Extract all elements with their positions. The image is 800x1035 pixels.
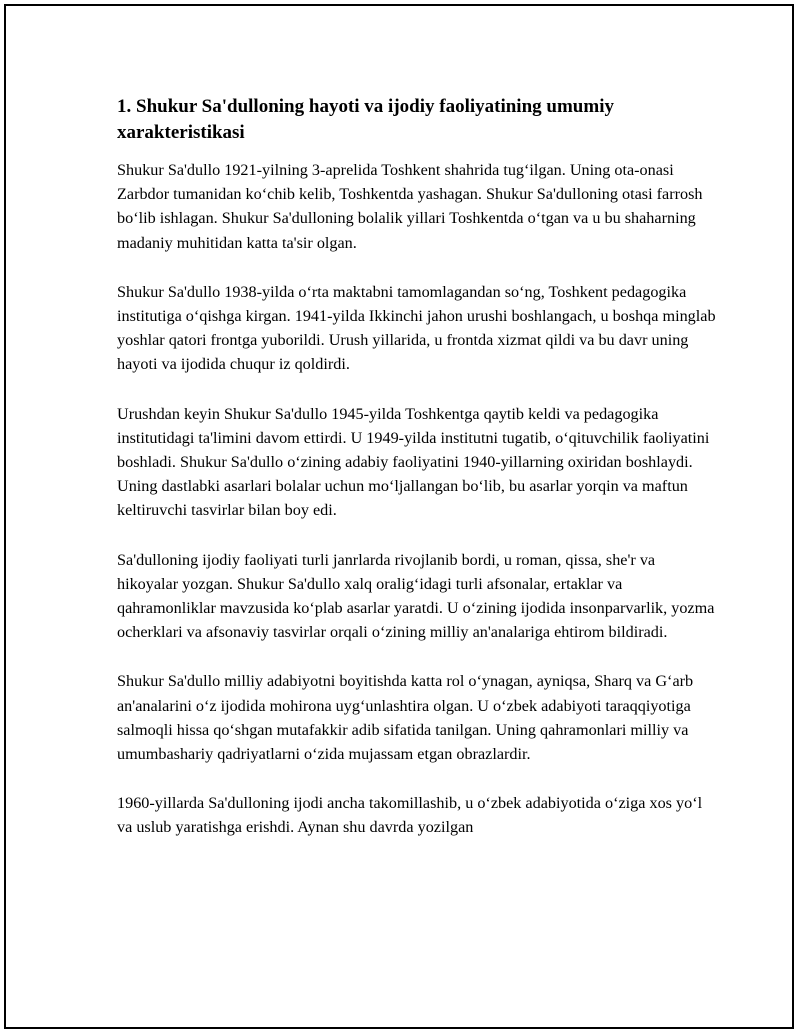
paragraph-education-war: Shukur Sa'dullo 1938-yilda o‘rta maktabni tamomlagandan so‘ng, Toshkent pedagogika institutiga o‘qishga kirgan. 1941-yilda Ikkinchi jahon urushi boshlangach, u boshqa minglab yoshlar qatori frontga yuborildi. Urush yillarida, u frontda xizmat qildi va bu davr uning hayoti va ijodida chuqur iz qoldirdi. <box>117 282 716 374</box>
paragraph-postwar-career: Urushdan keyin Shukur Sa'dullo 1945-yilda Toshkentga qaytib keldi va pedagogika institutidagi ta'limini davom ettirdi. U 1949-yilda institutni tugatib, o‘qituvchilik faoliyatini boshladi. Shukur Sa'dullo o‘zining adabiy faoliyatini 1940-yillarning oxiridan boshlaydi. Uning dastlabki asarlari bolalar uchun mo‘ljallangan bo‘lib, bu asarlar yorqin va maftun keltiruvchi tasvirlar bilan boy edi. <box>117 404 710 520</box>
paragraph-1960s: 1960-yillarda Sa'dulloning ijodi ancha takomillashib, u o‘zbek adabiyotida o‘ziga xos yo‘l va uslub yaratishga erishdi. Aynan shu davrda yozilgan <box>117 794 703 837</box>
paragraph-birth: Shukur Sa'dullo 1921-yilning 3-aprelida Toshkent shahrida tug‘ilgan. Uning ota-onasi Zarbdor tumanidan ko‘chib kelib, Toshkentda yashagan. Shukur Sa'dulloning otasi farrosh bo‘lib ishlagan. Shukur Sa'dulloning bolalik yillari Toshkentda o‘tgan va u bu shaharning madaniy muhitidan katta ta'sir olgan. <box>117 161 703 252</box>
document-body <box>117 94 717 865</box>
section-heading: 1. Shukur Sa'dulloning hayoti va ijodiy faoliyatining umumiy xarakteristikasi <box>117 96 614 143</box>
paragraph-national-literature: Shukur Sa'dullo milliy adabiyotni boyitishda katta rol o‘ynagan, ayniqsa, Sharq va G‘arb an'analarini o‘z ijodida mohirona uyg‘unlashtira olgan. U o‘zbek adabiyoti taraqqiyotiga salmoqli hissa qo‘shgan mutafakkir adib sifatida tanilgan. Uning qahramonlari milliy va umumbashariy qadriyatlarni o‘zida mujassam etgan obrazlardir. <box>117 672 694 764</box>
paragraph-creative-genres: Sa'dulloning ijodiy faoliyati turli janrlarda rivojlanib bordi, u roman, qissa, she'r va hikoyalar yozgan. Shukur Sa'dullo xalq oralig‘idagi turli afsonalar, ertaklar va qahramonliklar mavzusida ko‘plab asarlar yaratdi. U o‘zining ijodida insonparvarlik, yozma ocherklari va afsonaviy tasvirlar orqali o‘zining milliy an'analariga ehtirom bildiradi. <box>117 550 715 642</box>
